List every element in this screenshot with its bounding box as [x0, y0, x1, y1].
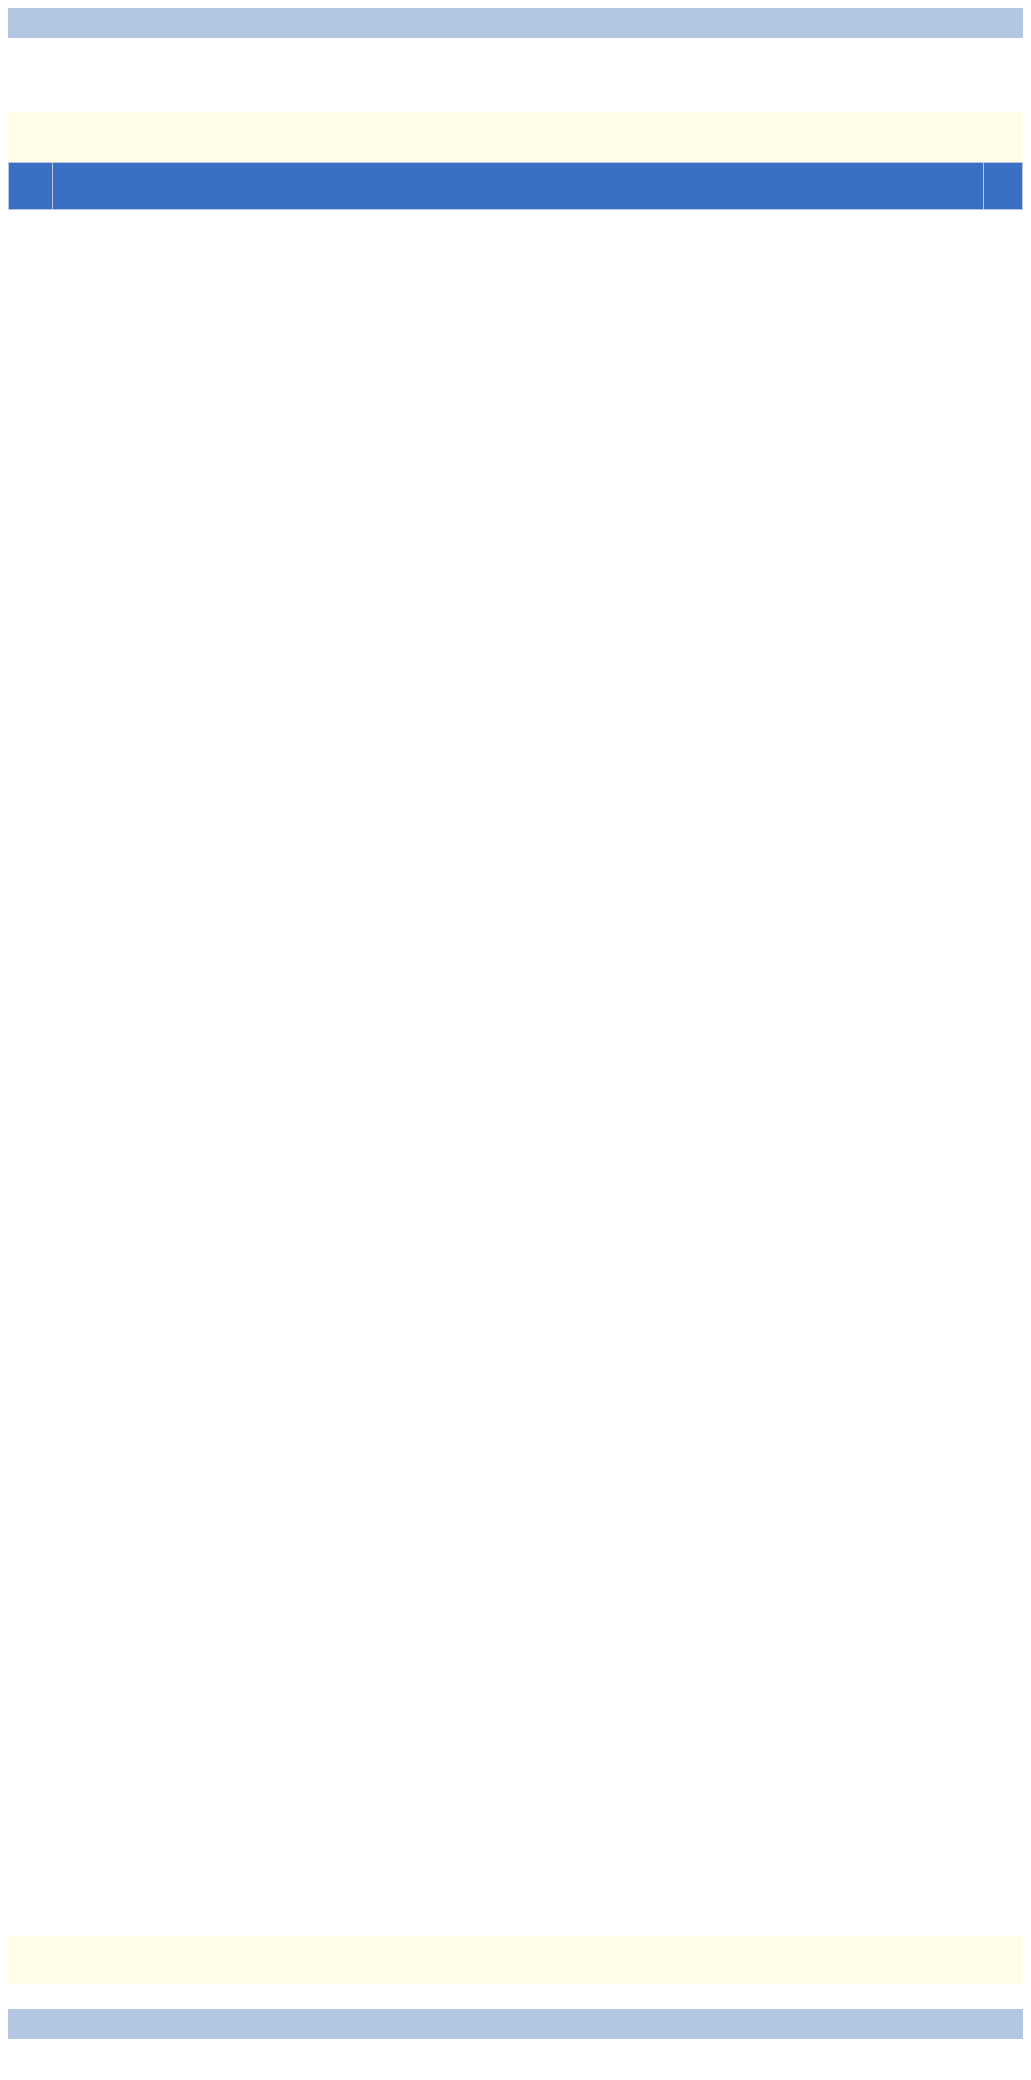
- ranking-table: [8, 162, 1023, 210]
- header-count: [984, 163, 1023, 210]
- ranking-title: [365, 62, 371, 81]
- page-info-row: [20, 116, 1011, 136]
- page-info-row-bottom: [20, 1940, 1011, 1960]
- period-selector-top: [969, 88, 1025, 106]
- period-selector-bottom: [969, 1988, 1025, 2006]
- footer-bar: [8, 2009, 1023, 2039]
- page-info-bottom: [8, 1936, 1023, 1984]
- top-nav-bar: [8, 8, 1023, 38]
- header-title: [53, 163, 984, 210]
- pager-top: [20, 138, 1011, 156]
- table-header-row: [9, 163, 1023, 210]
- pager-bottom: [20, 1962, 1011, 1980]
- header-rank: [9, 163, 53, 210]
- page-info-top: [8, 112, 1023, 162]
